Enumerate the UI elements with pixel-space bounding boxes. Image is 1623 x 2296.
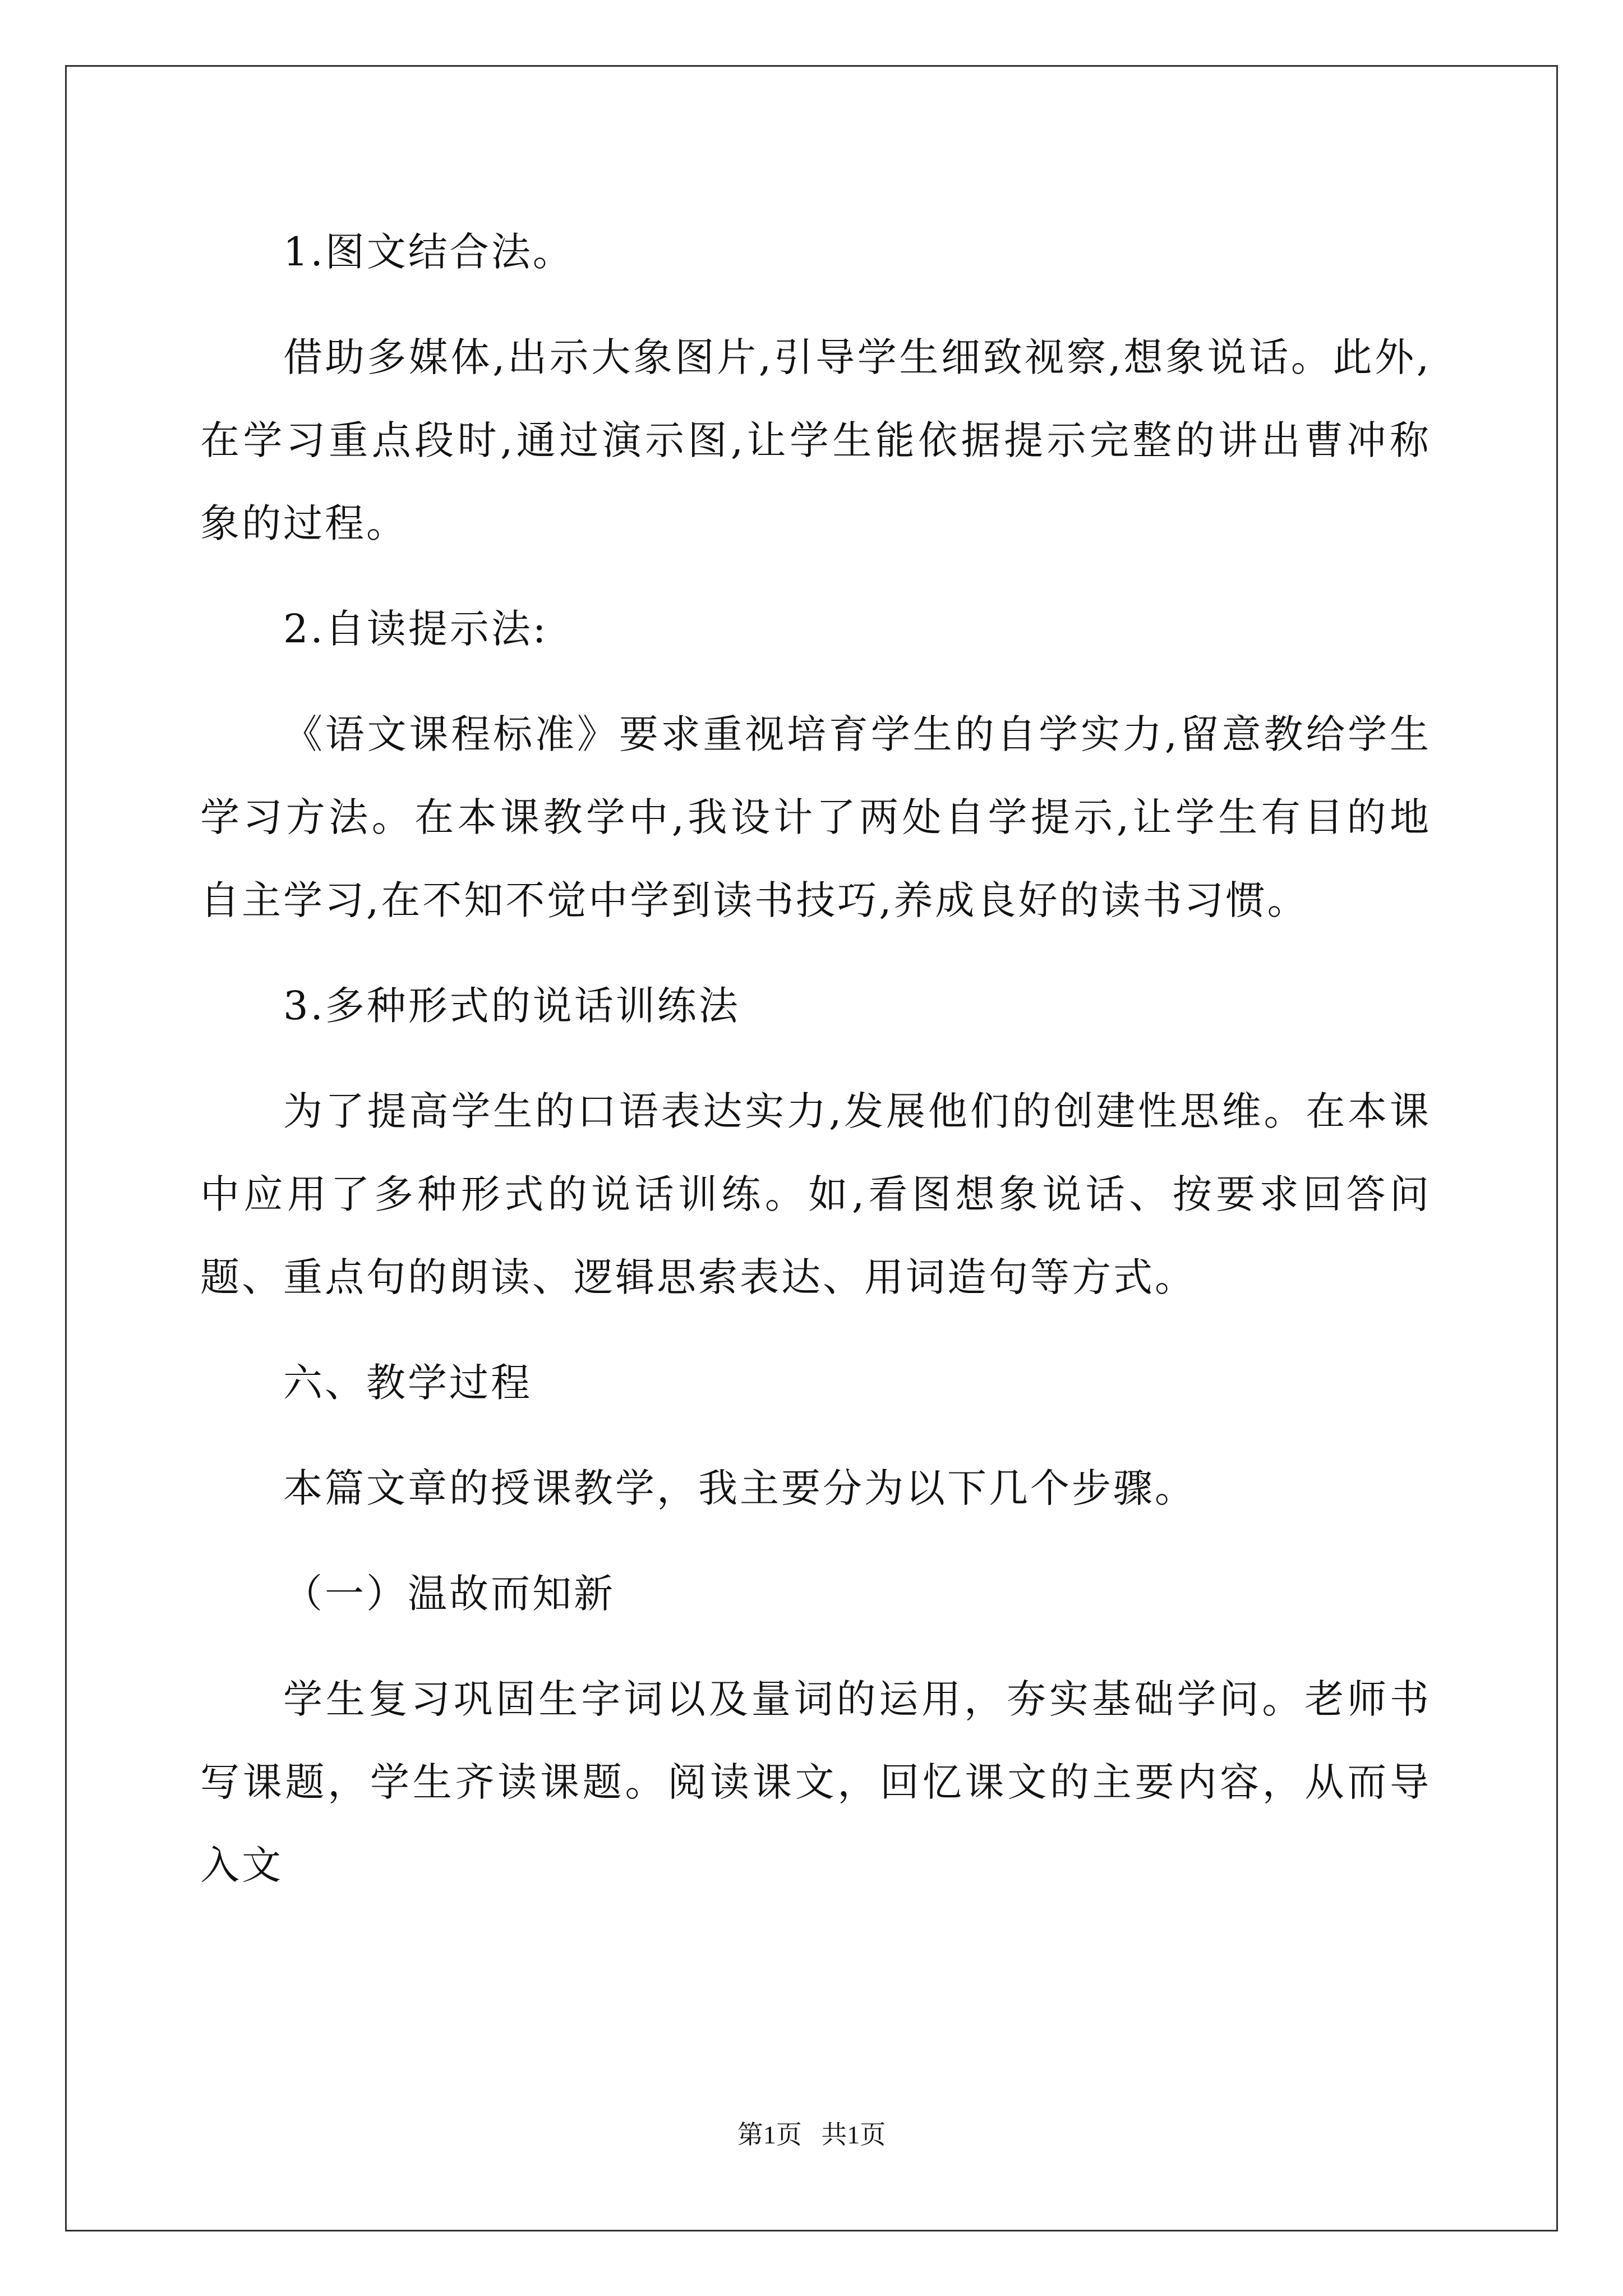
paragraph-gap	[200, 1319, 1431, 1341]
footer-spacer	[802, 2120, 822, 2149]
paragraph-gap	[200, 1635, 1431, 1658]
paragraph-review-body: 学生复习巩固生字词以及量词的运用，夯实基础学问。老师书写课题，学生齐读课题。阅读课文，回忆课文的主要内容，从而导入文	[200, 1676, 1431, 1888]
paragraph-process-intro: 本篇文章的授课教学，我主要分为以下几个步骤。	[283, 1465, 1196, 1511]
paragraph-method-3-body: 为了提高学生的口语表达实力,发展他们的创建性思维。在本课中应用了多种形式的说话训练。如,看图想象说话、按要求回答问题、重点句的朗读、逻辑思索表达、用词造句等方式。	[200, 1088, 1431, 1300]
paragraph-gap	[200, 565, 1431, 587]
page-total-label: 共1页	[821, 2120, 886, 2149]
paragraph-gap	[200, 1424, 1431, 1447]
paragraph-heading-method-1: 1.图文结合法。	[283, 229, 574, 275]
paragraph-gap	[200, 1530, 1431, 1552]
paragraph-heading-method-2: 2.自读提示法:	[283, 606, 548, 652]
paragraph-gap	[200, 670, 1431, 693]
paragraph-gap	[200, 1047, 1431, 1070]
paragraph-heading-method-3: 3.多种形式的说话训练法	[283, 983, 740, 1029]
document-body	[200, 210, 1431, 1907]
paragraph-method-1-body: 借助多媒体,出示大象图片,引导学生细致视察,想象说话。此外,在学习重点段时,通过演示图,让学生能依据提示完整的讲出曹冲称象的过程。	[200, 334, 1431, 546]
paragraph-gap	[200, 942, 1431, 964]
page-footer	[0, 2118, 1623, 2152]
paragraph-method-2-body: 《语文课程标准》要求重视培育学生的自学实力,留意教给学生学习方法。在本课教学中,我设计了两处自学提示,让学生有目的地自主学习,在不知不觉中学到读书技巧,养成良好的读书习惯。	[200, 711, 1431, 923]
subheading-review: （一）温故而知新	[283, 1571, 615, 1617]
section-heading-teaching-process: 六、教学过程	[283, 1360, 532, 1406]
page-number-label: 第1页	[737, 2120, 802, 2149]
paragraph-gap	[200, 293, 1431, 316]
